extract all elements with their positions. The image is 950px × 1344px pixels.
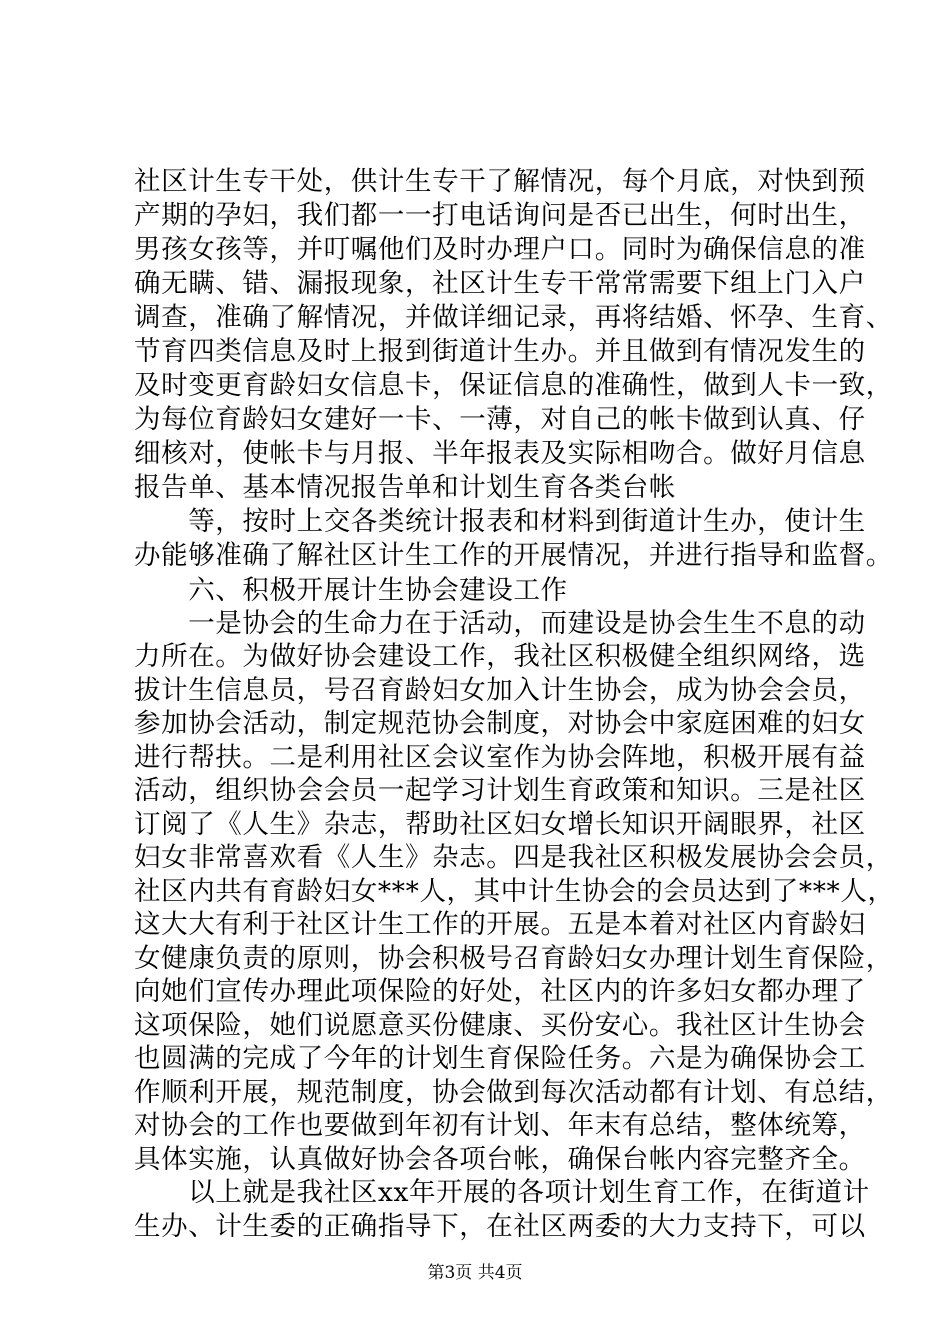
body-text-line: 社区内共有育龄妇女***人，其中计生协会的会员达到了***人， (134, 876, 895, 907)
body-text-line: 活动，组织协会会员一起学习计划生育政策和知识。三是社区 (134, 775, 866, 806)
body-text-line: 参加协会活动，制定规范协会制度，对协会中家庭困难的妇女 (134, 708, 866, 739)
body-text-line: 等，按时上交各类统计报表和材料到街道计生办，使计生 (134, 506, 866, 537)
body-text-line: 一是协会的生命力在于活动，而建设是协会生生不息的动 (134, 608, 866, 639)
body-text-line: 这项保险，她们说愿意买份健康、买份安心。我社区计生协会 (134, 1010, 866, 1041)
body-text-line: 订阅了《人生》杂志，帮助社区妇女增长知识开阔眼界，社区 (134, 809, 866, 840)
body-text-line: 具体实施，认真做好协会各项台帐，确保台帐内容完整齐全。 (134, 1144, 866, 1175)
body-text-line: 及时变更育龄妇女信息卡，保证信息的准确性，做到人卡一致， (134, 370, 893, 401)
body-text-line: 社区计生专干处，供计生专干了解情况，每个月底，对快到预 (134, 166, 866, 197)
body-text-line: 妇女非常喜欢看《人生》杂志。四是我社区积极发展协会会员， (134, 842, 893, 873)
section-heading: 六、积极开展计生协会建设工作 (134, 575, 568, 606)
body-text-line: 女健康负责的原则，协会积极号召育龄妇女办理计划生育保险， (134, 943, 893, 974)
body-text-line: 产期的孕妇，我们都一一打电话询问是否已出生，何时出生， (134, 200, 866, 231)
body-text-line: 这大大有利于社区计生工作的开展。五是本着对社区内育龄妇 (134, 909, 866, 940)
body-text-line: 向她们宣传办理此项保险的好处，社区内的许多妇女都办理了 (134, 976, 866, 1007)
body-text-line: 作顺利开展，规范制度，协会做到每次活动都有计划、有总结， (134, 1077, 893, 1108)
page-footer: 第3页 共4页 (427, 1263, 523, 1283)
body-text-line: 力所在。为做好协会建设工作，我社区积极健全组织网络，选 (134, 641, 866, 672)
body-text-line: 确无瞒、错、漏报现象，社区计生专干常常需要下组上门入户 (134, 268, 866, 299)
body-text-line: 生办、计生委的正确指导下，在社区两委的大力支持下，可以 (134, 1211, 866, 1242)
body-text-line: 以上就是我社区xx年开展的各项计划生育工作，在街道计 (134, 1177, 870, 1208)
body-text-line: 节育四类信息及时上报到街道计生办。并且做到有情况发生的 (134, 336, 866, 367)
body-text-line: 对协会的工作也要做到年初有计划、年末有总结，整体统筹， (134, 1110, 866, 1141)
body-text-line: 调查，准确了解情况，并做详细记录，再将结婚、怀孕、生育、 (134, 302, 893, 333)
body-text-line: 细核对，使帐卡与月报、半年报表及实际相吻合。做好月信息 (134, 438, 866, 469)
body-text-line: 报告单、基本情况报告单和计划生育各类台帐 (134, 472, 676, 503)
body-text-line: 拔计生信息员，号召育龄妇女加入计生协会，成为协会会员， (134, 675, 866, 706)
body-text-line: 也圆满的完成了今年的计划生育保险任务。六是为确保协会工 (134, 1043, 866, 1074)
body-text-line: 办能够准确了解社区计生工作的开展情况，并进行指导和监督。 (134, 540, 893, 571)
body-text-line: 为每位育龄妇女建好一卡、一薄，对自己的帐卡做到认真、仔 (134, 404, 866, 435)
body-text-line: 男孩女孩等，并叮嘱他们及时办理户口。同时为确保信息的准 (134, 234, 866, 265)
body-text-line: 进行帮扶。二是利用社区会议室作为协会阵地，积极开展有益 (134, 742, 866, 773)
